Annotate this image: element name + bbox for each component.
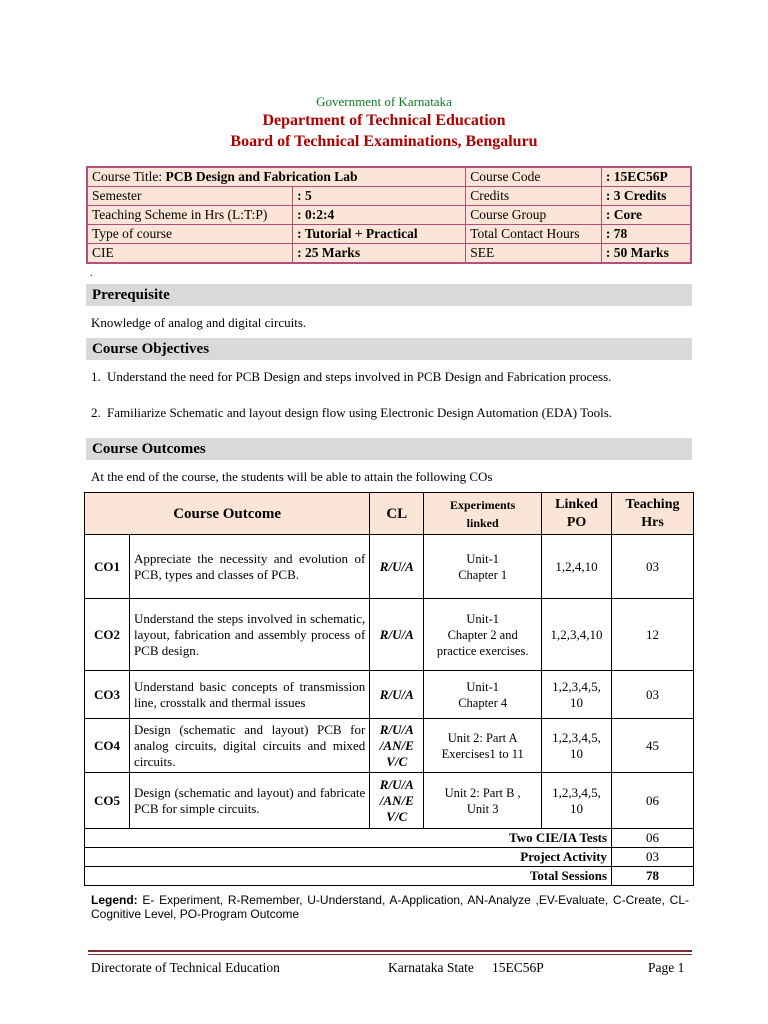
totals-value: 78 [612, 867, 694, 886]
prerequisite-text: Knowledge of analog and digital circuits. [91, 315, 307, 330]
objective-text: Understand the need for PCB Design and steps involved in PCB Design and Fabrication process. [107, 369, 612, 384]
info-value: : 3 Credits [601, 187, 691, 206]
legend-label: Legend: [91, 893, 138, 907]
course-code-label: Course Code [466, 167, 602, 187]
info-value-text: 3 Credits [613, 188, 667, 203]
prerequisite-heading: Prerequisite [86, 284, 692, 306]
co-id: CO4 [85, 719, 130, 773]
col-course-outcome: Course Outcome [85, 493, 370, 535]
department-title: Department of Technical Education [262, 112, 506, 129]
table-header-row [85, 493, 694, 535]
footer-directorate: Directorate of Technical Education [91, 960, 280, 975]
course-title-value: PCB Design and Fabrication Lab [165, 169, 358, 184]
col-po-l1: Linked [555, 496, 598, 512]
table-row [85, 599, 694, 671]
co-description: Understand basic concepts of transmission line, crosstalk and thermal issues [129, 671, 369, 719]
col-cl: CL [370, 493, 424, 535]
info-label: Semester [87, 187, 293, 206]
co-cognitive-level: R/U/A /AN/E V/C [370, 719, 424, 773]
totals-label: Two CIE/IA Tests [85, 829, 612, 848]
co-id: CO3 [85, 671, 130, 719]
stray-dot: . [90, 268, 93, 279]
info-label: Course Group [466, 206, 602, 225]
co-experiments: Unit-1 Chapter 2 and practice exercises. [424, 599, 542, 671]
col-experiments [424, 493, 542, 535]
co-experiments: Unit-1 Chapter 1 [424, 535, 542, 599]
co-linked-po: 1,2,3,4,5, 10 [542, 773, 612, 829]
table-row [85, 773, 694, 829]
course-info-row [87, 187, 691, 206]
info-value-text: Core [613, 207, 642, 222]
totals-label: Total Sessions [85, 867, 612, 886]
info-label: Type of course [87, 225, 293, 244]
footer-rule [88, 950, 692, 952]
co-cognitive-level: R/U/A /AN/E V/C [370, 773, 424, 829]
info-label: SEE [466, 244, 602, 264]
co-cognitive-level: R/U/A [370, 599, 424, 671]
info-value-text: 50 Marks [613, 245, 669, 260]
co-linked-po: 1,2,3,4,5, 10 [542, 719, 612, 773]
course-info-row [87, 225, 691, 244]
info-value: : 0:2:4 [293, 206, 466, 225]
co-experiments: Unit-1 Chapter 4 [424, 671, 542, 719]
info-label: Credits [466, 187, 602, 206]
info-value-text: 0:2:4 [304, 207, 335, 222]
co-teaching-hrs: 03 [612, 535, 694, 599]
course-info-table [86, 166, 692, 264]
table-row [85, 535, 694, 599]
info-value: : Tutorial + Practical [293, 225, 466, 244]
co-teaching-hrs: 06 [612, 773, 694, 829]
co-cognitive-level: R/U/A [370, 671, 424, 719]
objective-number: 2. [91, 405, 101, 420]
info-value-text: 25 Marks [304, 245, 361, 260]
course-outcomes-table [84, 492, 694, 886]
info-label: CIE [87, 244, 293, 264]
info-value: : Core [601, 206, 691, 225]
objective-number: 1. [91, 369, 101, 384]
course-title-label: Course Title: [92, 169, 166, 184]
totals-row [85, 848, 694, 867]
col-teaching-hrs [612, 493, 694, 535]
info-label: Total Contact Hours [466, 225, 602, 244]
info-label: Teaching Scheme in Hrs (L:T:P) [87, 206, 293, 225]
info-value: : 78 [601, 225, 691, 244]
course-info-row [87, 167, 691, 187]
co-cognitive-level: R/U/A [370, 535, 424, 599]
table-row [85, 719, 694, 773]
course-code-value: : 15EC56P [601, 167, 691, 187]
outcomes-heading: Course Outcomes [86, 438, 692, 460]
course-info-row [87, 206, 691, 225]
co-linked-po: 1,2,3,4,10 [542, 599, 612, 671]
co-description: Appreciate the necessity and evolution of PCB, types and classes of PCB. [129, 535, 369, 599]
co-teaching-hrs: 03 [612, 671, 694, 719]
info-value-text: Tutorial + Practical [304, 226, 418, 241]
footer-state: Karnataka State [388, 960, 474, 975]
co-id: CO5 [85, 773, 130, 829]
col-experiments-l2: linked [466, 515, 499, 530]
co-experiments: Unit 2: Part B , Unit 3 [424, 773, 542, 829]
co-teaching-hrs: 45 [612, 719, 694, 773]
objective-text: Familiarize Schematic and layout design flow using Electronic Design Automation (EDA) Tools. [107, 405, 613, 420]
course-title-cell [87, 167, 466, 187]
co-id: CO2 [85, 599, 130, 671]
info-value: : 5 [293, 187, 466, 206]
legend [91, 893, 689, 921]
totals-row [85, 867, 694, 886]
totals-value: 06 [612, 829, 694, 848]
col-experiments-l1: Experiments [450, 497, 516, 512]
footer-code: 15EC56P [492, 960, 544, 975]
course-code: 15EC56P [613, 169, 668, 184]
objective-item [91, 368, 689, 385]
footer-rule-thin [88, 954, 692, 955]
info-value-text: 5 [304, 188, 312, 203]
government-title: Government of Karnataka [316, 94, 452, 109]
course-info-row [87, 244, 691, 264]
co-experiments: Unit 2: Part A Exercises1 to 11 [424, 719, 542, 773]
co-linked-po: 1,2,4,10 [542, 535, 612, 599]
totals-value: 03 [612, 848, 694, 867]
col-hrs-l1: Teaching [625, 496, 680, 512]
legend-text: E- Experiment, R-Remember, U-Understand, A-Application, AN-Analyze ,EV-Evaluate, C-Create, CL-Cognitive Level, PO-Program Outcome [91, 893, 689, 921]
co-linked-po: 1,2,3,4,5, 10 [542, 671, 612, 719]
info-value-text: 78 [613, 226, 628, 241]
col-hrs-l2: Hrs [641, 514, 664, 530]
info-value: : 50 Marks [601, 244, 691, 264]
co-teaching-hrs: 12 [612, 599, 694, 671]
footer-page: Page 1 [648, 960, 685, 975]
totals-label: Project Activity [85, 848, 612, 867]
co-description: Design (schematic and layout) PCB for analog circuits, digital circuits and mixed circuits. [129, 719, 369, 773]
outcomes-intro: At the end of the course, the students will be able to attain the following COs [91, 469, 493, 484]
info-value: : 25 Marks [293, 244, 466, 264]
board-title: Board of Technical Examinations, Bengaluru [230, 133, 538, 150]
co-description: Design (schematic and layout) and fabricate PCB for simple circuits. [129, 773, 369, 829]
co-description: Understand the steps involved in schematic, layout, fabrication and assembly process of PCB design. [129, 599, 369, 671]
objective-item [91, 404, 689, 421]
col-po-l2: PO [566, 514, 587, 530]
co-id: CO1 [85, 535, 130, 599]
table-row [85, 671, 694, 719]
col-linked-po [542, 493, 612, 535]
totals-row [85, 829, 694, 848]
objectives-heading: Course Objectives [86, 338, 692, 360]
